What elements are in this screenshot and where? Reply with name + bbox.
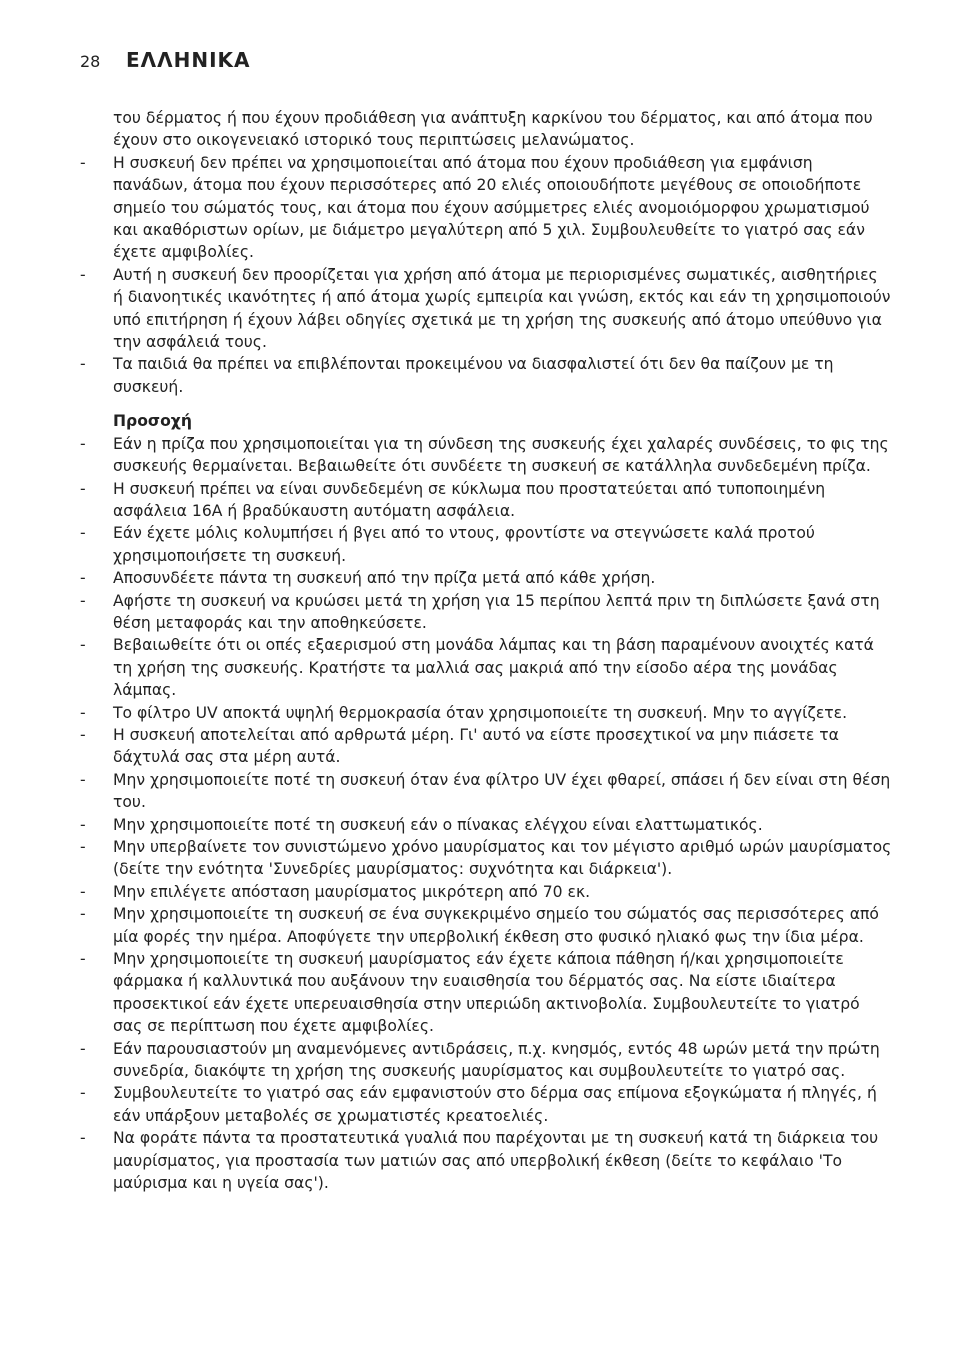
bullet-text: Μην χρησιμοποιείτε τη συσκευή μαυρίσματος εάν έχετε κάποια πάθηση ή/και χρησιμοποιείτε φάρμακα ή καλλυντικά που αυξάνουν την ευαισθησία του δέρματός σας. Να είστε ιδιαίτερα προσεκτικοί εάν έχετε υπερευαισθησία στην υπεριώδη ακτινοβολία. Συμβουλευτείτε το γιατρό σας σε περίπτωση που έχετε αμφιβολίες. xyxy=(113,950,860,1036)
caution-bullet-item xyxy=(80,903,892,948)
bullet-text: Μην χρησιμοποιείτε ποτέ τη συσκευή εάν ο πίνακας ελέγχου είναι ελαττωματικός. xyxy=(113,815,763,834)
bullet-marker: - xyxy=(80,479,86,498)
bullet-marker: - xyxy=(80,725,86,744)
bullet-marker: - xyxy=(80,636,86,655)
caution-bullet-item xyxy=(80,702,892,724)
bullet-marker: - xyxy=(80,591,86,610)
bullet-marker: - xyxy=(80,770,86,789)
bullet-text: Αφήστε τη συσκευή να κρυώσει μετά τη χρήση για 15 περίπου λεπτά πριν τη διπλώσετε ξανά στη θέση μεταφοράς και την αποθηκεύσετε. xyxy=(113,591,880,632)
intro-bullet-item xyxy=(80,353,892,398)
bullet-marker: - xyxy=(80,153,86,172)
caution-bullet-item xyxy=(80,1082,892,1127)
bullet-text: Η συσκευή δεν πρέπει να χρησιμοποιείται από άτομα που έχουν προδιάθεση για εμφάνιση πανάδων, άτομα που έχουν περισσότερες από 20 ελιές οποιουδήποτε μεγέθους σε οποιοδήποτε σημείο του σώματός τους, και άτομα που έχουν ασύμμετρες ελιές ανομοιόμορφου χρωματισμού και ακαθόριστων ορίων, με διάμετρο μεγαλύτερη από 5 χιλ. Συμβουλευθείτε το γιατρό σας εάν έχετε αμφιβολίες. xyxy=(113,153,870,262)
bullet-text: Αυτή η συσκευή δεν προορίζεται για χρήση από άτομα με περιορισμένες σωματικές, αισθητήριες ή διανοητικές ικανότητες ή από άτομα χωρίς εμπειρία και γνώση, εκτός και εάν τη χρησιμοποιούν υπό επιτήρηση ή έχουν λάβει οδηγίες σχετικά με τη χρήση της συσκευής από άτομο υπεύθυνο για την ασφάλειά τους. xyxy=(113,265,891,352)
caution-bullet-item xyxy=(80,478,892,523)
bullet-text: Μην χρησιμοποιείτε τη συσκευή σε ένα συγκεκριμένο σημείο του σώματός σας περισσότερες από μία φορές την ημέρα. Αποφύγετε την υπερβολική έκθεση στο φυσικό ηλιακό φως την ίδια μέρα. xyxy=(113,905,879,946)
bullet-text: Μην υπερβαίνετε τον συνιστώμενο χρόνο μαυρίσματος και τον μέγιστο αριθμό ωρών μαυρίσματος (δείτε την ενότητα 'Συνεδρίες μαυρίσματος: συχνότητα και διάρκεια'). xyxy=(113,838,892,879)
bullet-marker: - xyxy=(80,882,86,901)
caution-bullet-item xyxy=(80,724,892,769)
caution-heading: Προσοχή xyxy=(113,412,192,431)
bullet-marker: - xyxy=(80,905,86,924)
intro-bullet-list xyxy=(80,152,892,398)
bullet-marker: - xyxy=(80,838,86,856)
section-title: ΕΛΛΗΝΙΚΑ xyxy=(126,48,251,72)
bullet-text: Τα παιδιά θα πρέπει να επιβλέπονται προκειμένου να διασφαλιστεί ότι δεν θα παίζουν με τη συσκευή. xyxy=(113,355,834,396)
bullet-text: Συμβουλευτείτε το γιατρό σας εάν εμφανιστούν στο δέρμα σας επίμονα εξογκώματα ή πληγές, ή εάν υπάρξουν μεταβολές σε χρωματιστές κρεατοελιές. xyxy=(113,1084,877,1125)
caution-bullet-item xyxy=(80,634,892,701)
caution-bullet-item xyxy=(80,567,892,589)
bullet-marker: - xyxy=(80,434,86,453)
bullet-marker: - xyxy=(80,950,86,969)
caution-bullet-item xyxy=(80,881,892,903)
bullet-text: Η συσκευή αποτελείται από αρθρωτά μέρη. Γι' αυτό να είστε προσεχτικοί να μην πιάσετε τα δάχτυλά σας στα μέρη αυτά. xyxy=(113,725,839,767)
caution-bullet-item xyxy=(80,433,892,478)
caution-bullet-item xyxy=(80,1038,892,1083)
bullet-text: Να φοράτε πάντα τα προστατευτικά γυαλιά που παρέχονται με τη συσκευή κατά τη διάρκεια του μαυρίσματος, για προστασία των ματιών σας από υπερβολική έκθεση (δείτε το κεφάλαιο 'Το μαύρισμα και η υγεία σας'). xyxy=(113,1129,879,1193)
bullet-marker: - xyxy=(80,569,86,588)
caution-bullet-item xyxy=(80,590,892,635)
bullet-text: Το φίλτρο UV αποκτά υψηλή θερμοκρασία όταν χρησιμοποιείτε τη συσκευή. Μην το αγγίζετε. xyxy=(113,703,848,722)
bullet-text: Αποσυνδέετε πάντα τη συσκευή από την πρίζα μετά από κάθε χρήση. xyxy=(113,569,656,588)
caution-bullet-item xyxy=(80,1127,892,1194)
bullet-marker: - xyxy=(80,265,86,284)
bullet-text: Εάν παρουσιαστούν μη αναμενόμενες αντιδράσεις, π.χ. κνησμός, εντός 48 ωρών μετά την πρώτη συνεδρία, διακόψτε τη χρήση της συσκευής μαυρίσματος και συμβουλευτείτε το γιατρό σας. xyxy=(113,1039,880,1081)
caution-bullet-item xyxy=(80,948,892,1038)
caution-bullet-list xyxy=(80,433,892,1195)
bullet-marker: - xyxy=(80,355,86,374)
caution-bullet-item xyxy=(80,814,892,836)
page-number: 28 xyxy=(80,52,101,71)
caution-bullet-item xyxy=(80,522,892,567)
caution-bullet-item xyxy=(80,769,892,814)
bullet-text: Μην χρησιμοποιείτε ποτέ τη συσκευή όταν ένα φίλτρο UV έχει φθαρεί, σπάσει ή δεν είναι στη θέση του. xyxy=(113,770,891,812)
bullet-marker: - xyxy=(80,1039,86,1058)
bullet-text: Εάν έχετε μόλις κολυμπήσει ή βγει από το ντους, φροντίστε να στεγνώσετε καλά προτού χρησιμοποιήσετε τη συσκευή. xyxy=(113,524,815,565)
bullet-marker: - xyxy=(80,815,86,834)
intro-bullet-item xyxy=(80,152,892,264)
page-content xyxy=(80,107,892,1195)
bullet-marker: - xyxy=(80,1084,86,1103)
page-header xyxy=(80,48,251,72)
bullet-text: Βεβαιωθείτε ότι οι οπές εξαερισμού στη μονάδα λάμπας και τη βάση παραμένουν ανοιχτές κατά τη χρήση της συσκευής. Κρατήστε τα μαλλιά σας μακριά από την είσοδο αέρα της μονάδας λάμπας. xyxy=(113,636,874,700)
intro-bullet-item xyxy=(80,264,892,354)
bullet-marker: - xyxy=(80,703,86,722)
bullet-text: Εάν η πρίζα που χρησιμοποιείται για τη σύνδεση της συσκευής έχει χαλαρές συνδέσεις, το φις της συσκευής θερμαίνεται. Βεβαιωθείτε ότι συνδέετε τη συσκευή σε κατάλληλα συνδεδεμένη πρίζα. xyxy=(113,434,889,476)
bullet-text: Μην επιλέγετε απόσταση μαυρίσματος μικρότερη από 70 εκ. xyxy=(113,882,591,901)
bullet-marker: - xyxy=(80,1129,86,1148)
bullet-marker: - xyxy=(80,524,86,543)
caution-bullet-item xyxy=(80,836,892,881)
bullet-text: Η συσκευή πρέπει να είναι συνδεδεμένη σε κύκλωμα που προστατεύεται από τυποποιημένη ασφάλεια 16A ή βραδύκαυστη αυτόματη ασφάλεια. xyxy=(113,479,826,520)
intro-paragraph: του δέρματος ή που έχουν προδιάθεση για ανάπτυξη καρκίνου του δέρματος, και από άτομα που έχουν στο οικογενειακό ιστορικό τους περιπτώσεις μελανώματος. xyxy=(113,109,873,150)
